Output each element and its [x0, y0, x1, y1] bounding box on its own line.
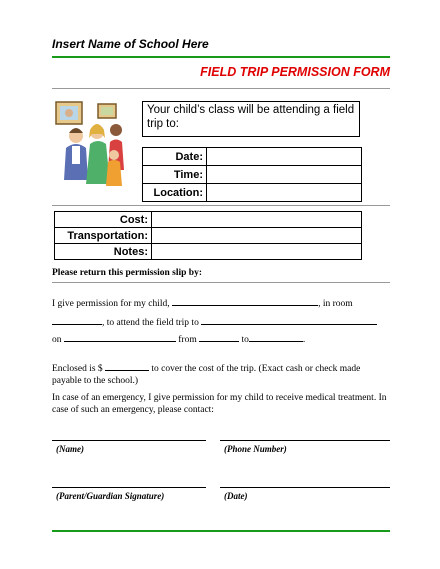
permission-text-3a: on: [52, 335, 62, 345]
date-label: (Date): [224, 491, 248, 501]
from-time-blank[interactable]: [199, 332, 239, 342]
transportation-label: Transportation:: [55, 228, 152, 244]
trip-date-label: Date:: [143, 148, 207, 166]
return-divider: [52, 282, 390, 283]
permission-text-1a: I give permission for my child,: [52, 299, 170, 309]
permission-text-3d: .: [302, 335, 306, 345]
cost-label: Cost:: [55, 212, 152, 228]
date-signature-line[interactable]: [220, 487, 390, 488]
emergency-paragraph: In case of an emergency, I give permission for my child to receive medical treatment. In case of such an emergency, please contact:: [52, 393, 387, 415]
permission-line-2: [52, 315, 392, 329]
title-underline: [52, 88, 390, 89]
phone-signature-line[interactable]: [220, 440, 390, 441]
permission-text-1b: , in room: [318, 299, 353, 309]
cost-row-transportation: [55, 228, 362, 244]
enclosed-text-a: Enclosed is $: [52, 364, 103, 374]
trip-date-field[interactable]: [207, 148, 362, 166]
trip-row-time: [143, 166, 362, 184]
trip-row-location: [143, 184, 362, 202]
enclosed-paragraph: [52, 361, 392, 387]
permission-text-3b: from: [178, 335, 197, 345]
enclosed-text-b: to cover the cost of the trip. (Exact cash or check made payable to the school.): [52, 364, 361, 386]
trip-time-field[interactable]: [207, 166, 362, 184]
permission-text-2a: , to attend the field trip to: [102, 318, 199, 328]
phone-label: (Phone Number): [224, 444, 287, 454]
school-name: Insert Name of School Here: [52, 37, 209, 51]
cost-field[interactable]: [152, 212, 362, 228]
parent-signature-label: (Parent/Guardian Signature): [56, 491, 165, 501]
transportation-field[interactable]: [152, 228, 362, 244]
permission-text-3c: to: [241, 335, 249, 345]
trip-location-label: Location:: [143, 184, 207, 202]
destination-blank[interactable]: [201, 315, 377, 325]
cost-row-notes: [55, 244, 362, 260]
intro-text: Your child’s class will be attending a field trip to:: [147, 104, 355, 130]
date-blank[interactable]: [64, 332, 176, 342]
trip-row-date: [143, 148, 362, 166]
child-name-blank[interactable]: [172, 296, 318, 306]
section-divider: [52, 205, 390, 206]
header-divider: [52, 56, 390, 58]
trip-time-label: Time:: [143, 166, 207, 184]
intro-text-box: [142, 101, 360, 137]
room-blank[interactable]: [52, 315, 102, 325]
permission-line-3: [52, 332, 392, 346]
notes-label: Notes:: [55, 244, 152, 260]
permission-line-1: [52, 296, 392, 310]
parent-signature-line[interactable]: [52, 487, 206, 488]
notes-field[interactable]: [152, 244, 362, 260]
family-clipart-icon: [52, 100, 138, 188]
form-title: FIELD TRIP PERMISSION FORM: [200, 65, 390, 79]
name-signature-line[interactable]: [52, 440, 206, 441]
trip-details-table: [142, 147, 362, 202]
to-time-blank[interactable]: [249, 332, 303, 342]
return-by-text: Please return this permission slip by:: [52, 268, 202, 278]
footer-divider: [52, 530, 390, 532]
name-label: (Name): [56, 444, 84, 454]
cost-row-cost: [55, 212, 362, 228]
trip-location-field[interactable]: [207, 184, 362, 202]
amount-blank[interactable]: [105, 361, 149, 371]
cost-table: [54, 211, 362, 260]
